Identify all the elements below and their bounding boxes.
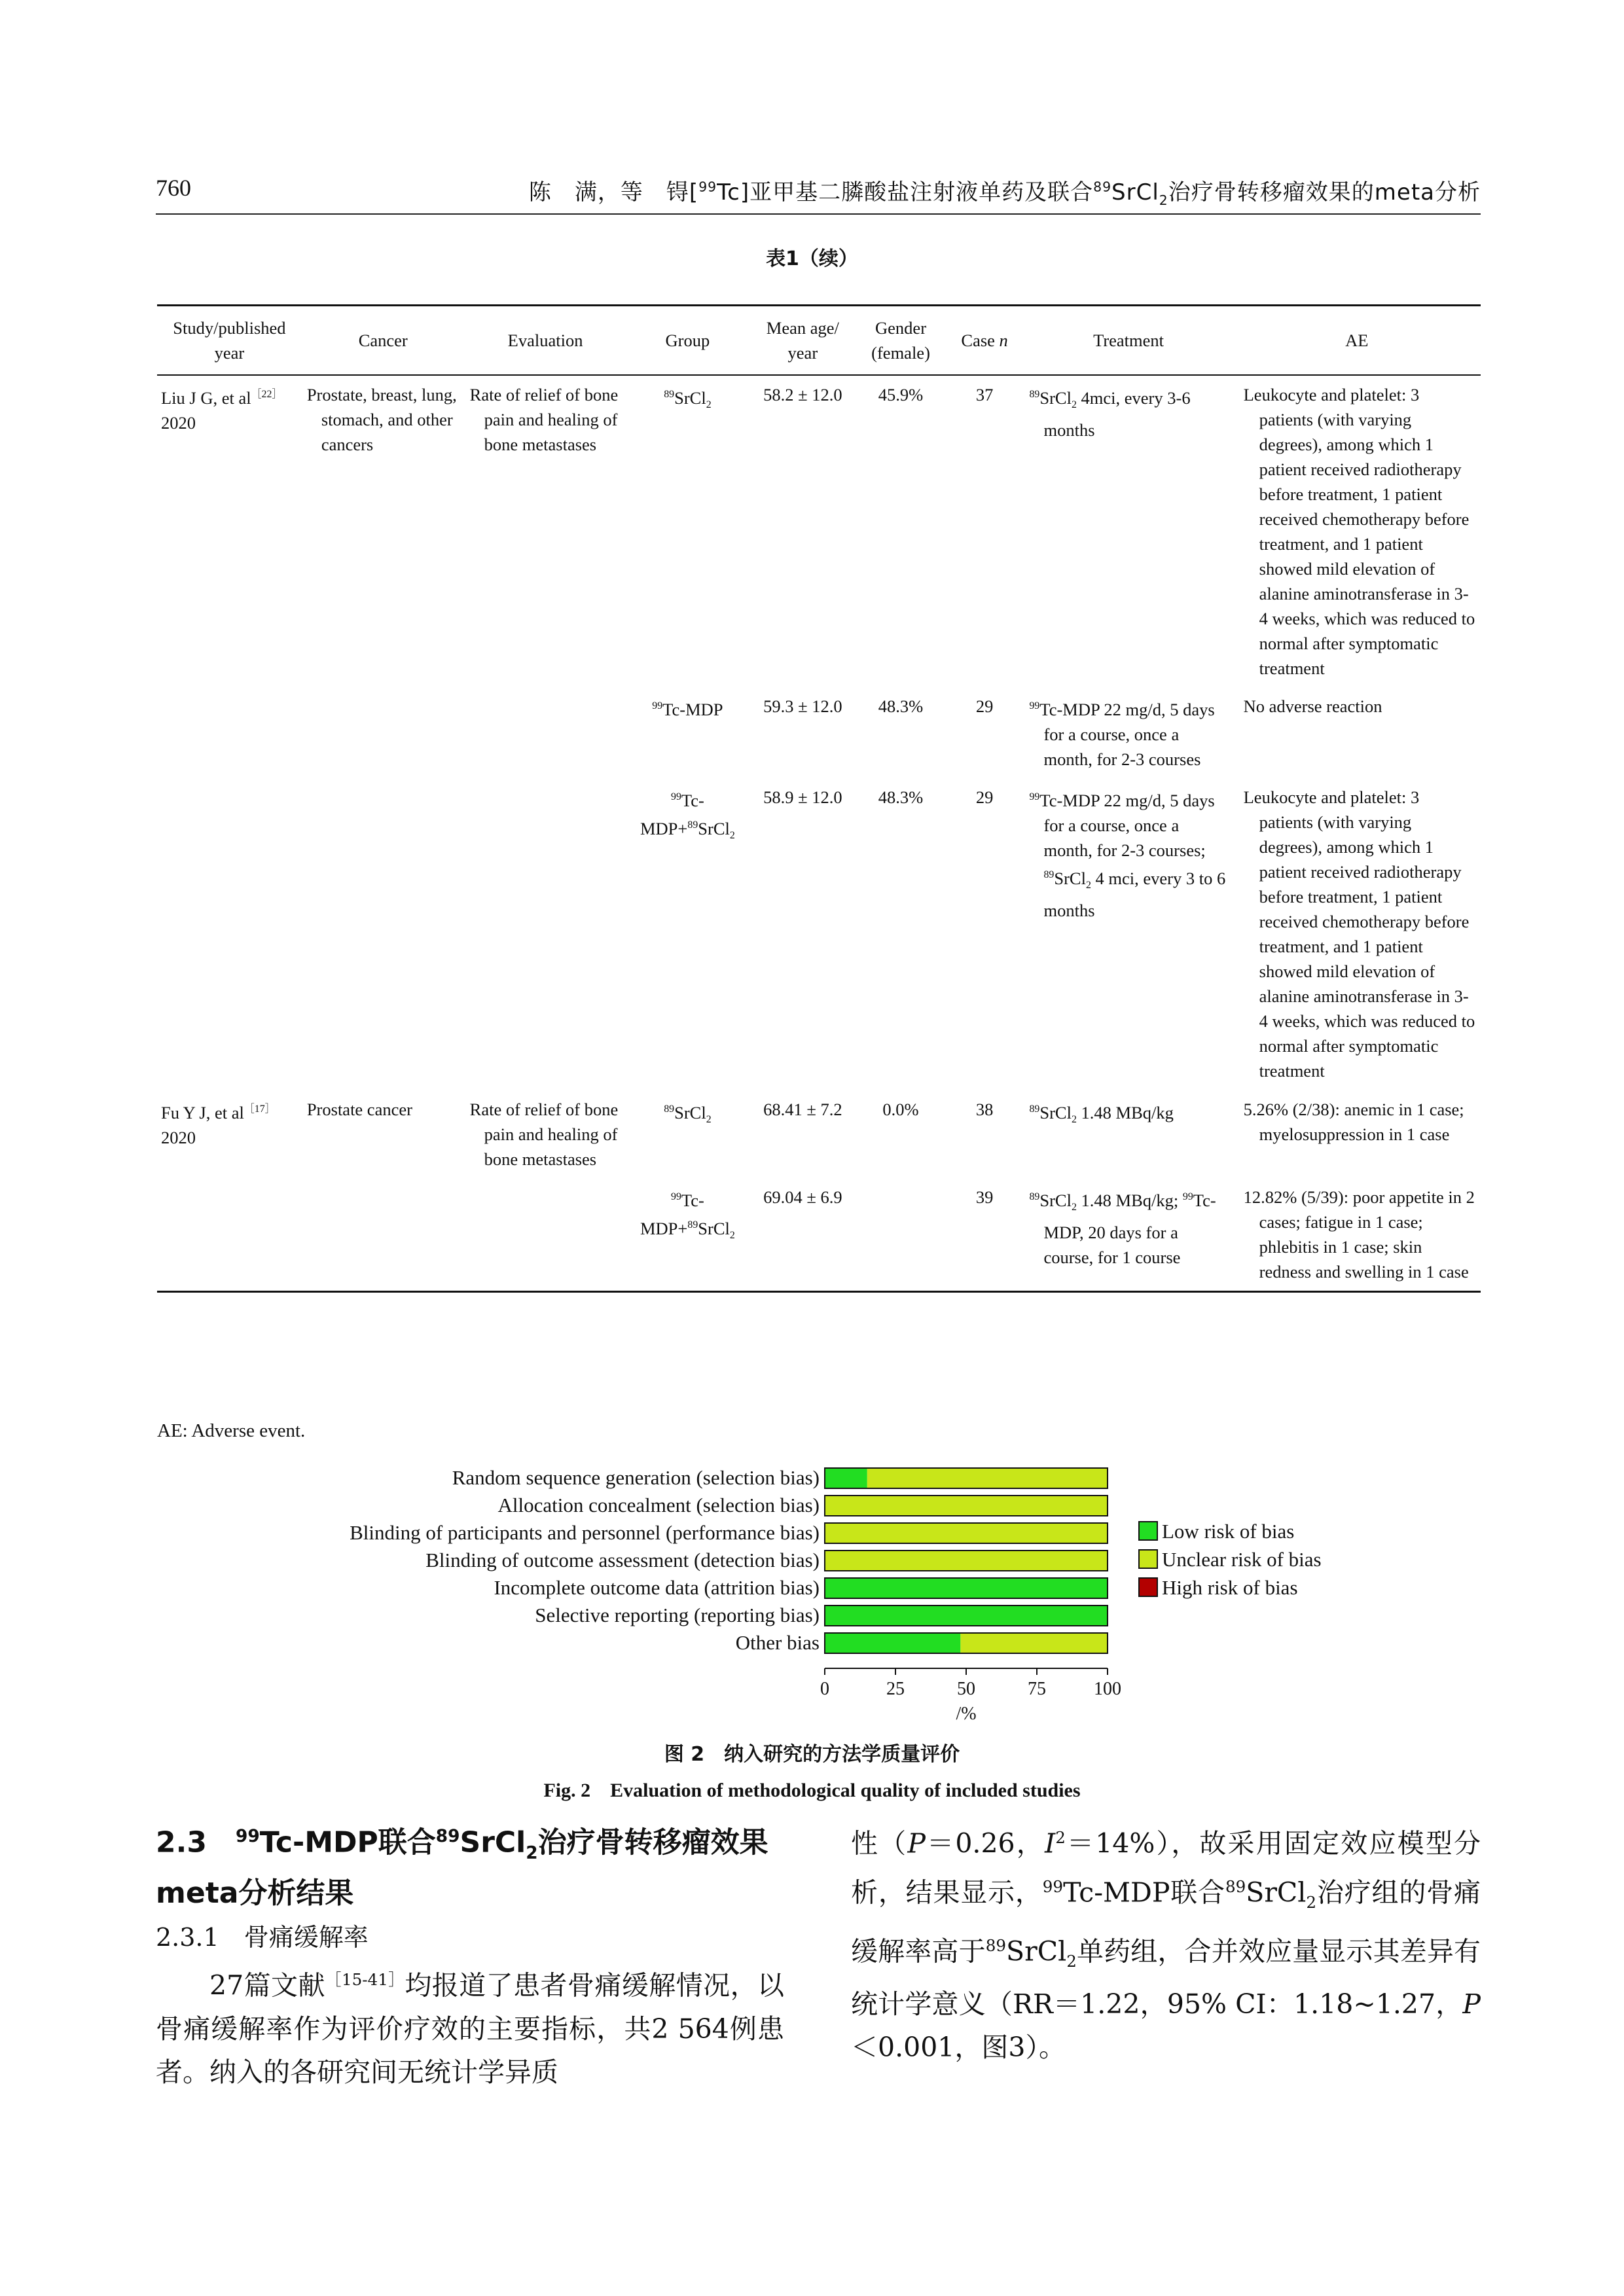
table-cell-treatment: $^{89}$SrCl$_2$ 4mci, every 3-6 months [1029,387,1191,440]
column-header: Case n [945,306,1024,376]
table-cell-study [157,778,302,1090]
subsection-heading: 2.3.1 骨痛缓解率 [156,1923,369,1952]
table-cell-treatment: $^{89}$SrCl$_2$ 1.48 MBq/kg; $^{99}$Tc-MDP, 20 days for a course, for 1 course [1029,1190,1216,1267]
study-characteristics-table [157,304,1481,1293]
column-header: Evaluation [465,306,626,376]
table-cell-evaluation [465,778,626,1090]
column-header: Cancer [302,306,465,376]
figure-caption-en: Fig. 2 Evaluation of methodological quality of included studies [543,1780,1081,1801]
legend-swatch [1139,1522,1157,1540]
bar-segment [825,1496,1108,1516]
x-tick-label: 75 [1028,1679,1046,1699]
table-cell-case: 37 [975,385,994,404]
table-cell-case: 38 [975,1099,994,1119]
table-row [157,375,1481,687]
column-header: AE [1233,306,1481,376]
table-cell-evaluation [465,687,626,778]
paragraph: 27篇文献$^{[15-41]}$均报道了患者骨痛缓解情况，以骨痛缓解率作为评价疗效的主要指标，共2 564例患者。纳入的各研究间无统计学异质 [156,1970,785,2089]
body-column-right [851,1816,1481,2069]
legend-label: High risk of bias [1162,1576,1298,1599]
section-heading: 2.3 $^{99}$Tc-MDP联合$^{89}$SrCl$_2$治疗骨转移瘤效果meta分析结果 [156,1825,768,1910]
column-header: Study/published year [157,306,302,376]
body-column-left [156,1816,784,2094]
table-cell-study: Liu J G, et $al^{[22]}$ 2020 [161,387,283,433]
bar-segment [825,1605,1108,1626]
page-number: 760 [156,175,191,201]
x-tick-label: 0 [820,1679,829,1699]
table-cell-cancer [302,778,465,1090]
table-cell-treatment: $^{99}$Tc-MDP 22 mg/d, 5 days for a course, once a month, for 2-3 courses [1029,699,1215,769]
bar-segment [825,1633,960,1653]
running-header [156,171,1481,215]
legend-label: Low risk of bias [1162,1520,1295,1543]
table-cell-ae: Leukocyte and platelet: 3 patients (with varying degrees), among which 1 patient received radiotherapy before treatment, 1 patient received chemotherapy before treatment, and 1 patient showed mild elevation of alanine aminotransferase in 3-4 weeks, which was reduced to normal after symptomatic treatment [1243,787,1475,1081]
bar-segment [825,1468,867,1488]
table-cell-evaluation: Rate of relief of bone pain and healing of bone metastases [469,1099,619,1169]
table-cell-gender [856,1178,945,1292]
table-cell-age: 69.04 ± 6.9 [763,1187,842,1207]
category-label: Selective reporting (reporting bias) [535,1604,820,1626]
table-cell-study: Fu Y J, et $al^{[17]}$ 2020 [161,1102,276,1147]
x-tick-label: 100 [1094,1679,1121,1699]
table-cell-gender: 0.0% [882,1099,919,1119]
table-cell-cancer: Prostate cancer [306,1099,412,1119]
table-cell-gender: 48.3% [878,696,924,716]
table-cell-group: $^{99}$Tc-MDP [652,699,723,719]
table-cell-ae: Leukocyte and platelet: 3 patients (with varying degrees), among which 1 patient received radiotherapy before treatment, 1 patient received chemotherapy before treatment, and 1 patient showed mild elevation of alanine aminotransferase in 3-4 weeks, which was reduced to normal after symptomatic treatment [1243,385,1475,678]
legend-label: Unclear risk of bias [1162,1548,1322,1571]
category-label: Random sequence generation (selection bias) [452,1466,820,1489]
column-header: Treatment [1024,306,1233,376]
category-label: Allocation concealment (selection bias) [497,1494,820,1516]
table-cell-evaluation: Rate of relief of bone pain and healing of bone metastases [469,385,619,454]
category-label: Blinding of outcome assessment (detection bias) [425,1549,820,1571]
table-cell-study [157,1178,302,1292]
table-cell-gender: 48.3% [878,787,924,807]
table-footnote: AE: Adverse event. [157,1420,306,1441]
x-axis-label: /% [956,1704,977,1724]
figure-caption-cn: 图 2 纳入研究的方法学质量评价 [664,1743,960,1766]
table-cell-treatment: $^{99}$Tc-MDP 22 mg/d, 5 days for a course, once a month, for 2-3 courses; $^{89}$SrCl$_2$ 4 mci, every 3 to 6 months [1029,790,1226,920]
table-cell-group: $^{99}$Tc- MDP+$^{89}$SrCl$_2$ [640,790,735,841]
table-cell-age: 58.9 ± 12.0 [763,787,842,807]
table-cell-group: $^{99}$Tc- MDP+$^{89}$SrCl$_2$ [640,1190,735,1241]
table-cell-age: 58.2 ± 12.0 [763,385,842,404]
paragraph: 性（P＝0.26，$I^2=14\%$），故采用固定效应模型分析，结果显示，$^{99}$Tc-MDP联合$^{89}$SrCl$_2$治疗组的骨痛缓解率高于$^{89}$SrCl$_2$单药组，合并效应量显示其差异有统计学意义（RR＝1.22，95% CI：1.18~1.27，P＜0.001，图3）。 [851,1827,1481,2064]
table-cell-age: 59.3 ± 12.0 [763,696,842,716]
table-cell-cancer [302,1178,465,1292]
table-cell-study [157,687,302,778]
legend-swatch [1139,1550,1157,1568]
table-cell-ae: 12.82% (5/39): poor appetite in 2 cases; fatigue in 1 case; phlebitis in 1 case; skin redness and swelling in 1 case [1243,1187,1475,1282]
bar-segment [825,1551,1108,1571]
table-caption: 表1（续） [766,247,858,270]
table-cell-case: 29 [975,696,994,716]
table-cell-cancer: Prostate, breast, lung, stomach, and other cancers [306,385,457,454]
x-tick-label: 25 [886,1679,905,1699]
bar-segment [825,1523,1108,1543]
table-body [157,375,1481,1291]
category-label: Blinding of participants and personnel (performance bias) [350,1521,820,1544]
table-cell-cancer [302,687,465,778]
table-row [157,778,1481,1090]
table-cell-group: $^{89}$SrCl$_2$ [664,387,712,411]
table-cell-group: $^{89}$SrCl$_2$ [664,1102,712,1125]
bar-segment [960,1633,1108,1653]
table-cell-ae: No adverse reaction [1243,696,1382,716]
table-header-row [157,306,1481,376]
column-header: Group [626,306,749,376]
category-label: Other bias [735,1631,820,1654]
column-header: Gender (female) [856,306,945,376]
table-row [157,1178,1481,1292]
table-cell-evaluation [465,1178,626,1292]
table-cell-treatment: $^{89}$SrCl$_2$ 1.48 MBq/kg [1029,1102,1174,1125]
table-row [157,1090,1481,1178]
table-cell-case: 29 [975,787,994,807]
bar-segment [867,1468,1108,1488]
table-cell-case: 39 [975,1187,994,1207]
table-cell-age: 68.41 ± 7.2 [763,1099,842,1119]
category-label: Incomplete outcome data (attrition bias) [494,1576,820,1599]
legend-swatch [1139,1578,1157,1596]
column-header: Mean age/ year [749,306,856,376]
table-cell-gender: 45.9% [878,385,924,404]
table-cell-ae: 5.26% (2/38): anemic in 1 case; myelosuppression in 1 case [1243,1099,1464,1144]
risk-of-bias-chart [157,1456,1401,1731]
running-title: 陈 满，等 锝[$^{99}$Tc]亚甲基二膦酸盐注射液单药及联合$^{89}$SrCl$_2$治疗骨转移瘤效果的meta分析 [528,179,1481,208]
bar-segment [825,1578,1108,1598]
table-row [157,687,1481,778]
x-tick-label: 50 [957,1679,975,1699]
